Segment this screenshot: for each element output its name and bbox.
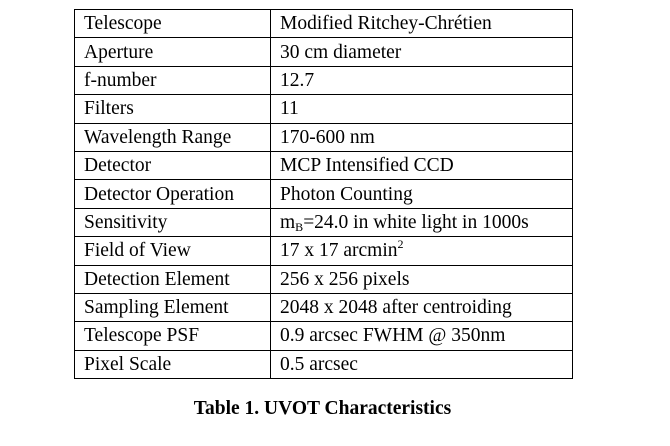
table-row: [75, 322, 573, 350]
value-superscript: 2: [397, 237, 404, 252]
row-label: Pixel Scale: [75, 350, 271, 378]
row-label: Sensitivity: [75, 208, 271, 236]
table-row: [75, 66, 573, 94]
value-suffix: =24.0 in white light in 1000s: [303, 211, 529, 233]
table-row: [75, 10, 573, 38]
row-label: Telescope: [75, 10, 271, 38]
row-value: 11: [271, 95, 573, 123]
table-caption: Table 1. UVOT Characteristics: [193, 398, 452, 419]
characteristics-table: [74, 9, 573, 379]
row-label: Detector: [75, 151, 271, 179]
table-row: [75, 237, 573, 265]
value-subscript: B: [295, 219, 304, 234]
row-value: [271, 208, 573, 236]
row-label: Sampling Element: [75, 293, 271, 321]
row-label: Filters: [75, 95, 271, 123]
row-label: Aperture: [75, 38, 271, 66]
value-prefix: 17 x 17 arcmin: [280, 240, 398, 262]
row-label: Telescope PSF: [75, 322, 271, 350]
table-row: [75, 95, 573, 123]
table-row: [75, 38, 573, 66]
row-label: Field of View: [75, 237, 271, 265]
table-row: [75, 208, 573, 236]
row-value: Photon Counting: [271, 180, 573, 208]
row-value: 256 x 256 pixels: [271, 265, 573, 293]
table-row: [75, 350, 573, 378]
row-value: 30 cm diameter: [271, 38, 573, 66]
row-label: Detector Operation: [75, 180, 271, 208]
table-row: [75, 293, 573, 321]
row-value: 2048 x 2048 after centroiding: [271, 293, 573, 321]
table-row: [75, 180, 573, 208]
row-label: Detection Element: [75, 265, 271, 293]
value-prefix: m: [280, 211, 296, 233]
row-value: Modified Ritchey-Chrétien: [271, 10, 573, 38]
row-label: Wavelength Range: [75, 123, 271, 151]
table-row: [75, 151, 573, 179]
row-label: f-number: [75, 66, 271, 94]
row-value: 0.9 arcsec FWHM @ 350nm: [271, 322, 573, 350]
row-value: 0.5 arcsec: [271, 350, 573, 378]
row-value: [271, 237, 573, 265]
row-value: MCP Intensified CCD: [271, 151, 573, 179]
table-row: [75, 265, 573, 293]
table-row: [75, 123, 573, 151]
row-value: 12.7: [271, 66, 573, 94]
row-value: 170-600 nm: [271, 123, 573, 151]
